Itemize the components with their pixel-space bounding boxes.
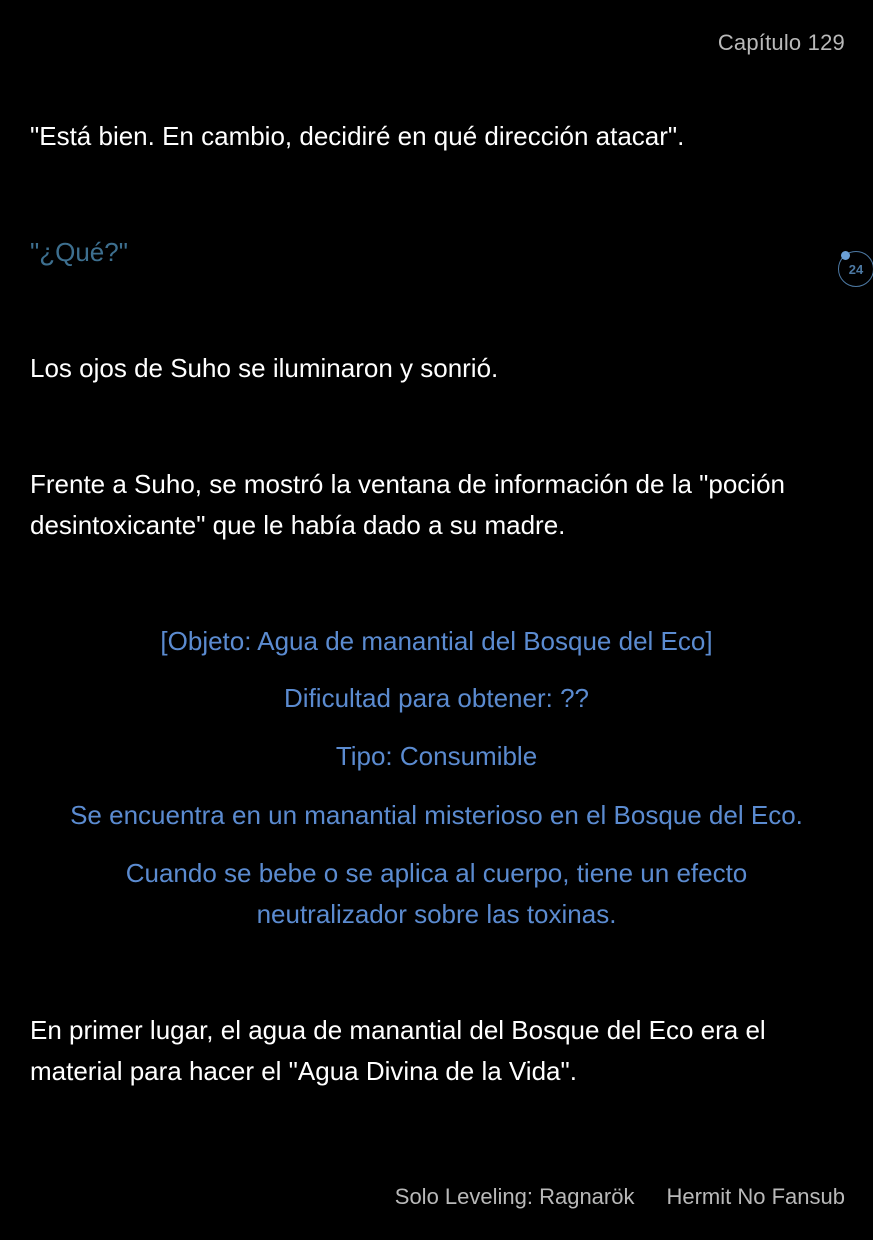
chapter-title: Capítulo 129 [717,30,845,55]
system-type: Tipo: Consumible [335,741,538,771]
comment-count: 24 [848,261,864,277]
notification-dot-icon [841,251,850,260]
series-name: Solo Leveling: Ragnarök [394,1184,635,1209]
paragraph-comment-bubble[interactable] [838,251,873,287]
footer [395,1184,845,1210]
system-difficulty: Dificultad para obtener: ?? [284,683,589,713]
system-location: Se encuentra en un manantial misterioso en el Bosque del Eco. [70,800,803,830]
group-name: Hermit No Fansub [666,1184,845,1209]
paragraph-2: "¿Qué?" [30,237,128,267]
paragraph-1: "Está bien. En cambio, decidiré en qué dirección atacar". [30,121,685,151]
paragraph-3: Los ojos de Suho se iluminaron y sonrió. [30,353,499,383]
system-effect: Cuando se bebe o se aplica al cuerpo, tiene un efecto neutralizador sobre las toxinas. [125,858,748,929]
paragraph-5: En primer lugar, el agua de manantial del Bosque del Eco era el material para hacer el "Agua Divina de la Vida". [30,1015,766,1086]
system-item-name: [Objeto: Agua de manantial del Bosque del Eco] [160,626,713,656]
paragraph-4: Frente a Suho, se mostró la ventana de información de la "poción desintoxicante" que le había dado a su madre. [30,469,786,540]
